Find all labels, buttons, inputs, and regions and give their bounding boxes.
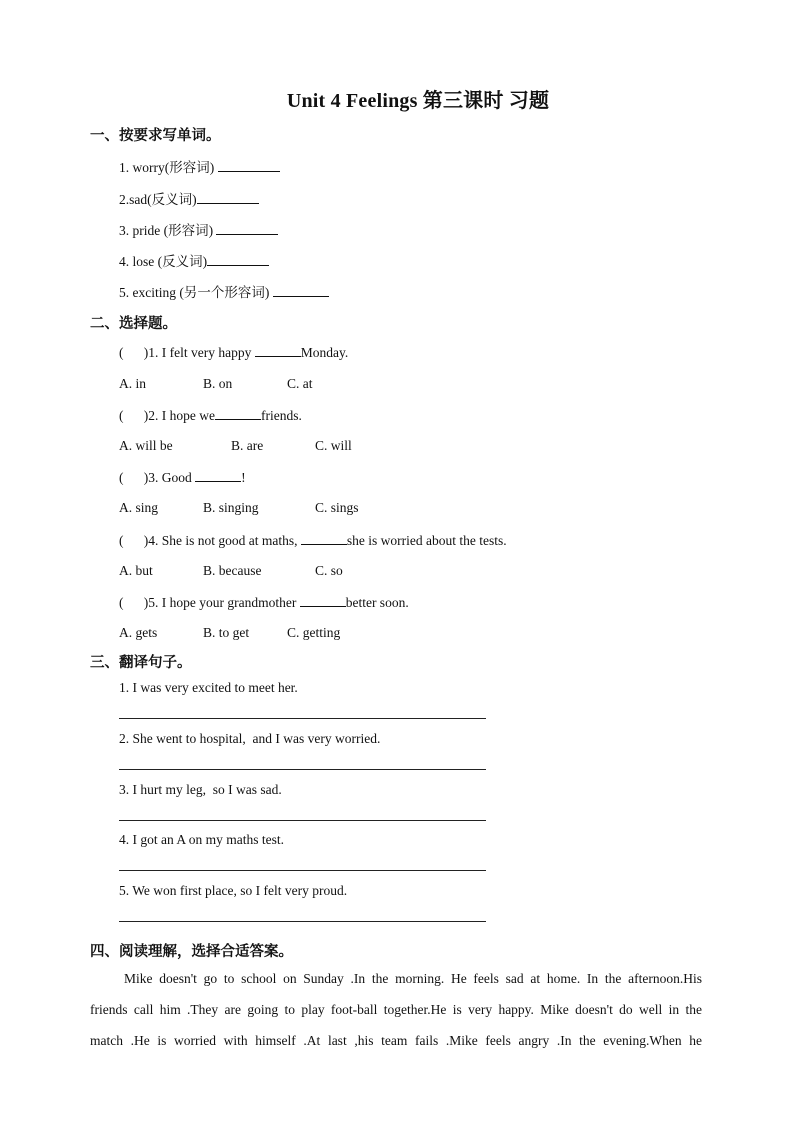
answer-line[interactable] <box>119 769 486 770</box>
reading-line-3: match .He is worried with himself .At last ,his team fails .Mike feels angry .In the evening.When he <box>90 1033 702 1048</box>
answer-blank[interactable] <box>273 284 329 297</box>
option-b[interactable]: B. to get <box>203 625 250 640</box>
answer-blank[interactable] <box>301 532 347 545</box>
answer-line[interactable] <box>119 820 486 821</box>
answer-blank[interactable] <box>207 253 269 266</box>
question-3 <box>119 469 246 486</box>
option-b[interactable]: B. because <box>203 563 262 578</box>
translate-sentence-4: 4. I got an A on my maths test. <box>119 832 284 847</box>
question-4 <box>119 532 507 549</box>
option-b[interactable]: B. are <box>231 438 264 453</box>
answer-blank[interactable] <box>218 159 280 172</box>
question-1-tail: Monday. <box>300 345 349 360</box>
option-a[interactable]: A. sing <box>119 500 159 515</box>
translate-sentence-1: 1. I was very excited to meet her. <box>119 680 298 695</box>
word-item-3-text: 3. pride (形容词) <box>119 223 217 238</box>
word-item-1 <box>119 156 280 176</box>
question-4-tail: she is worried about the tests. <box>346 533 507 548</box>
section-2-heading: 二、选择题。 <box>90 316 177 332</box>
section-1-heading: 一、按要求写单词。 <box>90 128 221 144</box>
answer-line[interactable] <box>119 718 486 719</box>
answer-blank[interactable] <box>255 344 301 357</box>
word-item-5-text: 5. exciting (另一个形容词) <box>119 285 273 300</box>
option-b[interactable]: B. singing <box>203 500 259 515</box>
question-4-text: ( )4. She is not good at maths, <box>119 533 301 548</box>
option-c[interactable]: C. getting <box>287 625 341 640</box>
option-a[interactable]: A. but <box>119 563 153 578</box>
question-3-text: ( )3. Good <box>119 470 196 485</box>
option-a[interactable]: A. in <box>119 376 146 391</box>
question-2-text: ( )2. I hope we <box>119 408 215 423</box>
question-1 <box>119 344 348 361</box>
question-5-tail: better soon. <box>345 595 409 610</box>
reading-line-1: Mike doesn't go to school on Sunday .In the morning. He feels sad at home. In the afternoon.His <box>124 971 702 986</box>
word-item-1-text: 1. worry(形容词) <box>119 160 218 175</box>
reading-line-2: friends call him .They are going to play foot-ball together.He is very happy. Mike doesn't do well in the <box>90 1002 702 1017</box>
word-item-5 <box>119 281 329 301</box>
question-2-tail: friends. <box>260 408 302 423</box>
answer-line[interactable] <box>119 870 486 871</box>
translate-sentence-5: 5. We won first place, so I felt very proud. <box>119 883 348 898</box>
option-c[interactable]: C. will <box>315 438 352 453</box>
word-item-3 <box>119 219 278 239</box>
option-c[interactable]: C. sings <box>315 500 359 515</box>
answer-line[interactable] <box>119 921 486 922</box>
option-a[interactable]: A. gets <box>119 625 158 640</box>
question-3-tail: ! <box>241 470 246 485</box>
word-item-2-text: 2.sad(反义词) <box>119 192 197 207</box>
question-2 <box>119 407 302 424</box>
answer-blank[interactable] <box>215 407 261 420</box>
page-title: Unit 4 Feelings 第三课时 习题 <box>286 90 550 112</box>
option-c[interactable]: C. at <box>287 376 313 391</box>
answer-blank[interactable] <box>216 222 278 235</box>
word-item-2 <box>119 188 259 208</box>
option-b[interactable]: B. on <box>203 376 233 391</box>
answer-blank[interactable] <box>197 191 259 204</box>
question-1-text: ( )1. I felt very happy <box>119 345 255 360</box>
option-c[interactable]: C. so <box>315 563 343 578</box>
answer-blank[interactable] <box>300 594 346 607</box>
translate-sentence-2: 2. She went to hospital, and I was very worried. <box>119 731 381 746</box>
translate-sentence-3: 3. I hurt my leg, so I was sad. <box>119 782 282 797</box>
word-item-4 <box>119 250 269 270</box>
question-5-text: ( )5. I hope your grandmother <box>119 595 300 610</box>
answer-blank[interactable] <box>195 469 241 482</box>
section-4-heading: 四、阅读理解，选择合适答案。 <box>90 944 293 960</box>
word-item-4-text: 4. lose (反义词) <box>119 254 208 269</box>
option-a[interactable]: A. will be <box>119 438 173 453</box>
section-3-heading: 三、翻译句子。 <box>90 655 192 671</box>
question-5 <box>119 594 409 611</box>
